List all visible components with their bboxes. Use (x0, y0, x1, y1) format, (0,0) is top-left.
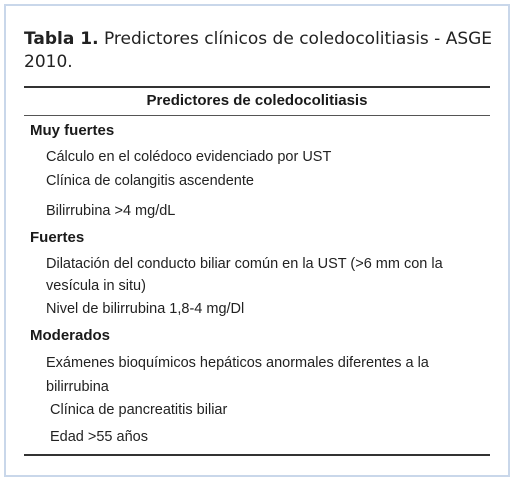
list-item: Exámenes bioquímicos hepáticos anormales diferentes a la bilirrubina (46, 355, 429, 395)
list-item: Dilatación del conducto biliar común en la UST (>6 mm con la vesícula in situ) (46, 256, 443, 294)
table-bottom-rule (24, 454, 490, 456)
caption-label: Tabla 1. (24, 29, 99, 49)
list-item: Bilirrubina >4 mg/dL (46, 203, 176, 219)
group-label-moderados: Moderados (30, 327, 111, 344)
caption-title: Predictores clínicos de coledocolitiasis - ASGE 2010. (24, 29, 493, 72)
table-header: Predictores de coledocolitiasis (146, 92, 368, 109)
table-top-rule (24, 86, 490, 88)
list-item: Clínica de pancreatitis biliar (50, 402, 228, 418)
group-label-fuertes: Fuertes (30, 229, 85, 246)
list-item: Clínica de colangitis ascendente (46, 173, 254, 189)
table-caption (24, 28, 494, 74)
header-rule (24, 115, 490, 116)
list-item: Edad >55 años (50, 429, 148, 445)
list-item: Cálculo en el colédoco evidenciado por UST (46, 149, 332, 165)
group-label-muy-fuertes: Muy fuertes (30, 122, 115, 139)
list-item: Nivel de bilirrubina 1,8-4 mg/Dl (46, 301, 245, 317)
